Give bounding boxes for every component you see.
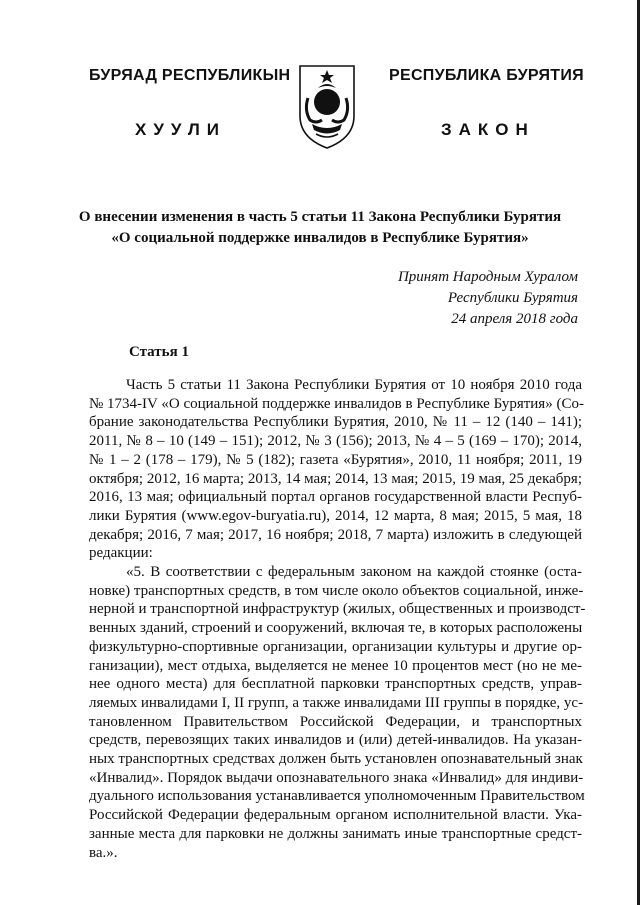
header-republic-buryatia: РЕСПУБЛИКА БУРЯТИЯ	[389, 67, 584, 84]
adoption-line-2: Республики Бурятия	[447, 290, 578, 306]
body-line: № 1 – 2 (178 – 179), № 5 (182); газета «Бурятия», 2010, 11 ноября; 2011, 19	[89, 451, 582, 468]
body-line: ганизации), мест отдыха, выделяется не менее 10 процентов мест (но не ме-	[89, 657, 582, 674]
body-line: ных транспортных средствах должен быть установлен опознавательный знак	[89, 751, 583, 768]
body-line: 2016, 13 мая; официальный портал органов государственной власти Респуб-	[89, 489, 582, 506]
header-zakon: ЗАКОН	[441, 120, 535, 139]
body-line: редакции:	[89, 545, 153, 562]
body-line: занные места для парковки не должны занимать иные транспортные средст-	[89, 825, 582, 842]
body-line: брание законодательства Республики Бурятия, 2010, № 11 – 12 (140 – 141);	[89, 414, 582, 431]
body-line: физкультурно-спортивные организации, организации культуры и другие ор-	[89, 638, 582, 655]
header-buryat-republic: БУРЯАД РЕСПУБЛИКЫН	[89, 67, 291, 84]
body-line: средств, перевозящих таких инвалидов и (или) детей-инвалидов. На указан-	[89, 732, 582, 749]
body-line: ляемых инвалидами I, II групп, а также инвалидами III группы в порядке, ус-	[89, 694, 584, 711]
body-line: Российской Федерации федеральным органом исполнительной власти. Ука-	[89, 807, 582, 824]
title-line-2: «О социальной поддержке инвалидов в Республике Бурятия»	[111, 230, 529, 246]
law-title	[60, 207, 580, 249]
header-khuuli: ХУУЛИ	[135, 120, 226, 139]
body-line: «5. В соответствии с федеральным законом на каждой стоянке (оста-	[126, 564, 582, 581]
adoption-note	[398, 267, 578, 330]
adoption-date: 24 апреля 2018 года	[451, 311, 578, 327]
title-line-1: О внесении изменения в часть 5 статьи 11 Закона Республики Бурятия	[78, 209, 562, 225]
body-line: нерной и транспортной инфраструктур (жилых, общественных и производст-	[89, 601, 586, 618]
body-line: декабря; 2016, 7 мая; 2017, 16 ноября; 2018, 7 марта) изложить в следующей	[89, 526, 582, 543]
body-line: ва.».	[89, 844, 118, 861]
body-line: тановленном Правительством Российской Федерации, и транспортных	[89, 713, 582, 730]
article-heading: Статья 1	[129, 344, 189, 360]
body-line: новке) транспортных средств, в том числе около объектов социальной, инже-	[89, 582, 584, 599]
body-line: нее одного места) для бесплатной парковки транспортных средств, управ-	[89, 676, 582, 693]
adoption-line-1: Принят Народным Хуралом	[397, 269, 578, 285]
body-line: дуального использования устанавливается уполномоченным Правительством	[89, 788, 585, 805]
body-line: № 1734-IV «О социальной поддержке инвалидов в Республике Бурятия» (Со-	[89, 395, 584, 412]
body-line: Часть 5 статьи 11 Закона Республики Бурятия от 10 ноября 2010 года	[126, 377, 582, 393]
coat-of-arms-icon	[296, 58, 358, 150]
body-line: октября; 2012, 16 марта; 2013, 14 мая; 2014, 13 мая; 2015, 19 мая, 25 декабря;	[89, 470, 582, 487]
body-line: лики Бурятия (www.egov-buryatia.ru), 2014, 12 марта, 8 мая; 2015, 5 мая, 18	[89, 507, 582, 524]
body-line: 2011, № 8 – 10 (149 – 151); 2012, № 3 (156); 2013, № 4 – 5 (169 – 170); 2014,	[89, 433, 582, 450]
body-line: «Инвалид». Порядок выдачи опознавательного знака «Инвалид» для индиви-	[89, 769, 584, 786]
body-line: венных зданий, строений и сооружений, включая те, в которых расположены	[89, 620, 583, 637]
article-body	[89, 376, 586, 862]
